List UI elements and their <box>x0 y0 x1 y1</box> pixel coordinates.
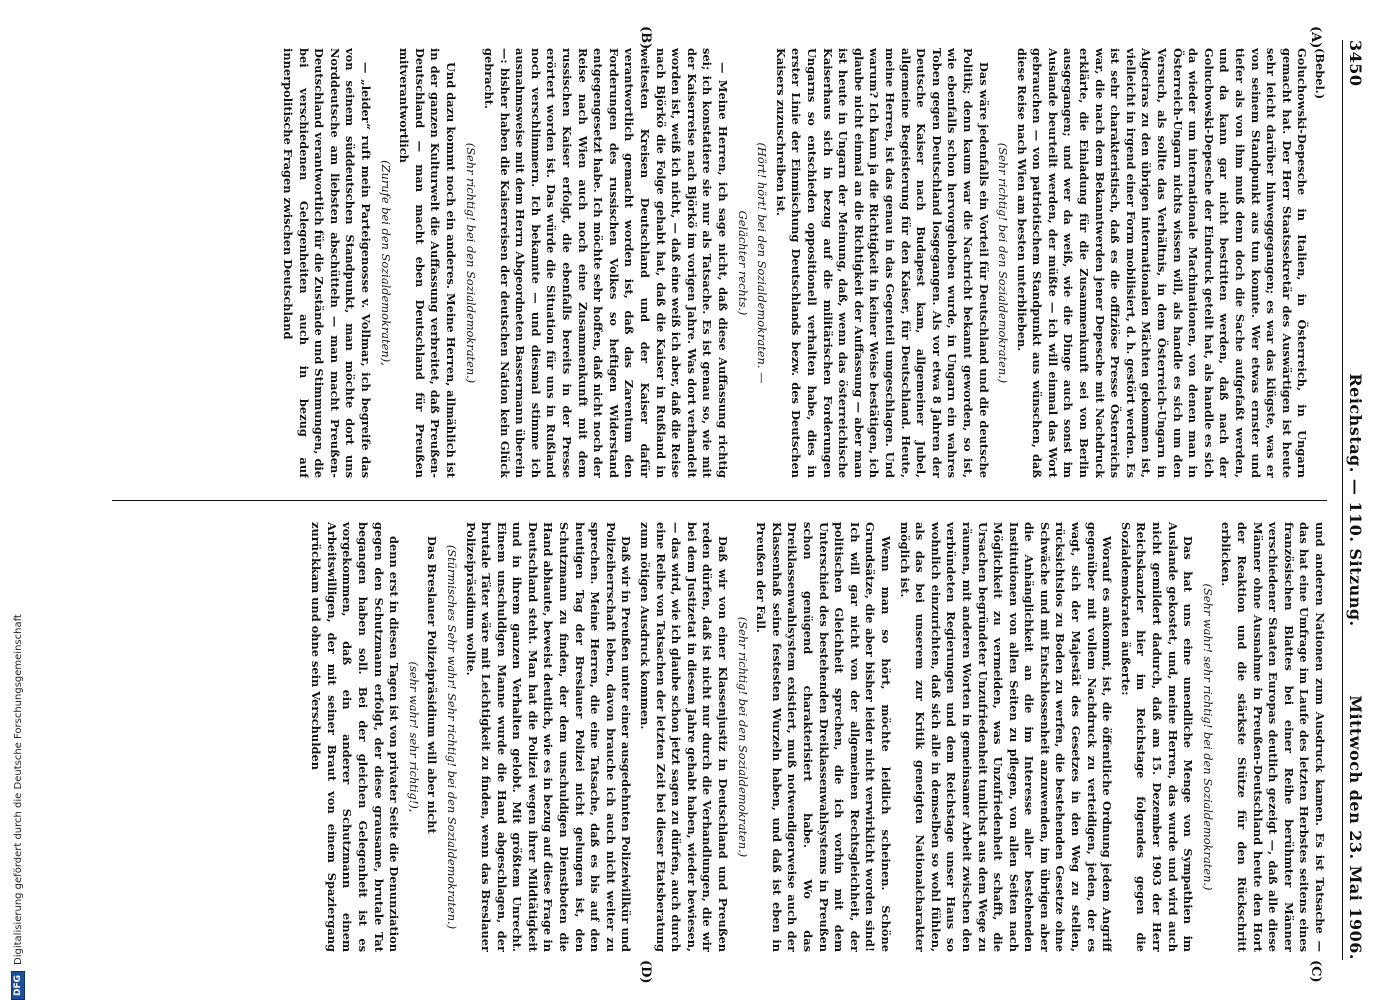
paragraph: und anderen Nationen zum Ausdruck kamen. Es ist Tatsache — das hat eine Umfrage im Laufe des letzten Herbstes seitens eines französischen Blattes bei einer Reihe berühmter Männer verschiedener Staaten Europas deutlich gezeigt —, daß alle diese Männer ohne Ausnahme in Preußen-Deutschland heute den Hort der Reaktion und die stärkste Stütze für den Rückschritt erblicken. <box>1219 522 1327 952</box>
paragraph: Goluchowski-Depesche in Italien, in Österreich, in Ungarn gemacht hat. Der Herr Staatssekretär des Auswärtigen ist heute sehr leicht darüber hinweggegangen; es war das klügste, was er von seinem Standpunkt aus tun konnte. Wer etwas ernster und tiefer als von ihm muß denn doch die Sache aufgefaßt werden, und da kann gar nicht bestritten werden, daß nach der Goluchowski-Depesche der Eindruck geteilt hat, als handle es sich da wieder um internationale Machinationen, von denen man in Österreich-Ungarn nichts wissen will, als handle es sich um den Versuch, als sollte das Verhältnis, in dem Österreich-Ungarn in Algeciras zu den übrigen internationalen Mächten gekommen ist, vielleicht in irgend einer Form mobilisiert, d. h. gestört werden. Es ist sehr charakteristisch, daß es die offiziöse Presse Österreichs war, die nach dem Bekanntwerden jener Depesche mit Nachdruck erklärte, die Einladung für die Zusammenkunft sei von Berlin ausgegangen; und wer da weiß, wie die Dinge auch sonst im Auslande beurteilt werden, der müßte — ich will einmal das Wort gebrauchen — von patriotischem Standpunkt aus wünschen, daß diese Reise nach Wien am besten unterblieben. <box>1014 48 1310 478</box>
paragraph: — „leider“ ruft mein Parteigenosse v. Vollmar, ich begreife das von seinem süddeutschen Standpunkt, man möchte dort uns Norddeutsche am liebsten abschütteln — man macht Preußen-Deutschland verantwortlich für die Zustände und Stimmungen, die bei verschiedenen Gelegenheiten auch in bezug auf innerpolitische Fragen zwischen Deutschland <box>281 48 373 478</box>
dfg-logo: DFG <box>11 971 25 1000</box>
speaker-label: (Bebel.) <box>1313 48 1327 100</box>
margin-marker-c: (C) <box>1308 960 1323 983</box>
margin-marker-b: (B) <box>638 26 653 50</box>
digitization-credit: Digitalisierung gefördert durch die Deutsche Forschungsgemeinschaft <box>12 614 24 965</box>
paragraph: Daß wir von einer Klassenjustiz in Deutschland und Preußen reden dürfen, daß ist nicht nur durch die Verhandlungen, die wir bei dem Justizetat in diesem Jahre gehabt haben, wieder bewiesen, — das wird, wie ich glaube schon jetzt sagen zu dürfen, auch durch eine Reihe von Tatsachen der letzten Zeit bei dieser Etatsberatung zum nötigen Ausdruck kommen. <box>638 522 731 952</box>
paragraph: Das Breslauer Polizeipräsidium will aber nicht <box>425 536 440 834</box>
running-title: Reichstag. — 110. Sitzung. <box>1346 373 1365 627</box>
quotation: Worauf es ankommt, ist, die öffentliche Ordnung jedem Angriff gegenüber mit vollem Nachdruck zu verteidigen, jeden, der es wagt, sich der Majestät des Gesetzes in den Weg zu stellen, rücksichtslos zu Boden zu werfen, die bestehenden Gesetze ohne Schwäche und mit Entschlossenheit anzuwenden, im übrigen aber die Anhänglichkeit an die im Interesse aller bestehenden Institutionen von allen Seiten zu pflegen, von allen Seiten nach Möglichkeit zu vermeiden, was Unzufriedenheit schafft, die Ursachen begründeter Unzufriedenheit tunlichst aus dem Wege zu räumen, mit anderen Worten in gemeinsamer Arbeit zwischen den verbündeten Regierungen und dem Reichstage unser Haus so wohnlich einzurichten, daß sich alle in demselben so wohl fühlen, als das bei unserem zur Kritik geneigten Nationalcharakter möglich ist. <box>897 522 1115 952</box>
paragraph: Daß wir in Preußen unter einer ausgedehnten Polizeiwillkür und Polizeiherrschaft leben, davon brauche ich auch nicht weiter zu sprechen. Meine Herren, die eine Tatsache, daß es bis auf den heutigen Tag der Breslauer Polizei nicht gelungen ist, den Schutzmann zu finden, der dem unschuldigen Dienstboten die Hand abhaute, beweist deutlich, wie es in bezug auf diese Frage in Deutschland steht. Man hat die Polizei wegen ihrer Mildtätigkeit und in ihrem ganzen Verhalten gelobt. Mit größtem Unrecht. Einem unschuldigen Manne wurde die Hand abgeschlagen, der brutale Täter wäre mit Leichtigkeit zu finden, wenn das Breslauer Polizeipräsidium wollte. <box>463 522 634 952</box>
paragraph: Wenn man so hört, möchte leidlich scheinen. Schöne Grundsätze, die aber bisher leider nicht verwirklicht worden sind! Ich will gar nicht von der allgemeinen Rechtsgleichheit, der politischen Gleichheit sprechen, die ich vorhin mit dem Unterschied des bestehenden Dreiklassenwahlsystems in Preußen schon genügend charakterisiert habe. Wo das Dreiklassenwahlsystem existiert, muß notwendigerweise auch der Klassenhaß seine festesten Wurzeln haben, und daß ist eben in Preußen der Fall. <box>754 522 893 952</box>
right-text-column <box>112 522 1327 952</box>
margin-marker-a: (A) <box>1308 26 1323 49</box>
interjection: (sehr wahr! sehr richtig!), <box>406 661 421 813</box>
issue-date: Mittwoch den 23. Mai 1906. <box>1346 695 1365 960</box>
interjection: (Sehr wahr! sehr richtig! bei den Sozialdemokraten.) <box>1200 583 1215 891</box>
left-text-column <box>112 48 1327 478</box>
column-divider <box>112 500 1327 501</box>
paragraph: — Meine Herren, ich sage nicht, daß diese Auffassung richtig sei; ich konstatiere sie nur als Tatsache. Es ist genau so, wie mit der Kaiserreise nach Björkö im vorigen Jahre. Was dort verhandelt worden ist, weiß ich nicht, — daß eine weiß ich aber, daß die Reise nach Björkö die Folge gehabt hat, daß die Kaiser in Rußland in weitesten Kreisen Deutschland und der Kaiser dafür verantwortlich gemacht worden ist, daß das Zarentum den Forderungen des russischen Volkes so heftigen Widerstand entgegengesetzt habe. Ich möchte sehr hoffen, daß nicht noch der Reise nach Wien auch noch eine Zusammenkunft mit dem russischen Kaiser erfolgt, die ebenfalls bereits in der Presse erörtert worden ist. Das würde die Situation für uns in Rußland noch verschlimmern. Ich bekannte — und diesmal stimme ich ausnahmsweise mit dem Herrn Abgeordneten Bassermann überein —: bisher haben die Kaiserreisen der deutschen Nation kein Glück gebracht. <box>482 48 731 478</box>
paragraph: denn erst in diesen Tagen ist von privater Seite die Denunziation gegen den Schutzmann erfolgt, der diese grausame, brutale Tat begangen haben soll. Bei der gleichen Gelegenheit ist es vorgekommen, daß ein anderer Schutzmann einem Arbeitswilligen, der mit seiner Braut von einem Spaziergang zurückkam und ohne sein Verschulden <box>309 522 402 952</box>
digitization-footer <box>8 0 28 1000</box>
interjection: (Sehr richtig! bei den Sozialdemokraten.) <box>996 142 1011 384</box>
interjection: (Zurufe bei den Sozialdemokraten), <box>378 160 393 366</box>
interjection: (Sehr richtig! bei den Sozialdemokraten.) <box>463 142 478 384</box>
paragraph: Das wäre jedenfalls ein Vorteil für Deutschland und die deutsche Politik; denn kaum war die Nachricht bekannt geworden, so ist, wie ebenfalls schon hervorgehoben wurde, in Ungarn ein wahres Toben gegen Deutschland losgegangen. Als vor etwa 8 Jahren der Deutsche Kaiser nach Budapest kam, allgemeiner Jubel, allgemeine Begeisterung für den Kaiser, für Deutschland. Heute, meine Herren, ist das genau in das Gegenteil umgeschlagen. Und warum? Ich kann ja die Richtigkeit in keiner Weise bestätigen, ich glaube nicht einmal an die Richtigkeit der Auffassung — aber man ist heute in Ungarn der Meinung, daß, wenn das österreichische Kaiserhaus sich in bezug auf die militärischen Forderungen Ungarns so entschieden oppositionell verhalten habe, dies in erster Linie der Einmischung Deutschlands bezw. des Deutschen Kaisers zuzuschreiben ist. <box>773 48 991 478</box>
interjection: (Stürmisches Sehr wahr! Sehr richtig! bei den Sozialdemokraten.) <box>444 544 459 930</box>
paragraph: Das hat uns eine unendliche Menge von Sympathien im Auslande gekostet, und, meine Herren, das wurde und wird auch nicht gemildert dadurch, daß am 15. Dezember 1903 der Herr Reichskanzler hier im Reichstage folgendes gegen die Sozialdemokraten äußerte: <box>1118 522 1196 952</box>
page-header <box>1342 40 1365 960</box>
interjection: (Hört! hört! bei den Sozialdemokraten. — <box>755 142 770 384</box>
paragraph: Und dazu kommt noch ein anderes. Meine Herren, allmählich ist in der ganzen Kulturwelt die Auffassung verbreitet, daß Preußen-Deutschland — man macht eben Deutschland für Preußen mitverantwortlich <box>397 48 458 478</box>
margin-marker-d: (D) <box>638 960 653 984</box>
interjection: Gelächter rechts.) <box>735 210 750 316</box>
interjection: (Sehr richtig! bei den Sozialdemokraten.) <box>735 616 750 858</box>
page-number: 3450 <box>1346 40 1365 87</box>
